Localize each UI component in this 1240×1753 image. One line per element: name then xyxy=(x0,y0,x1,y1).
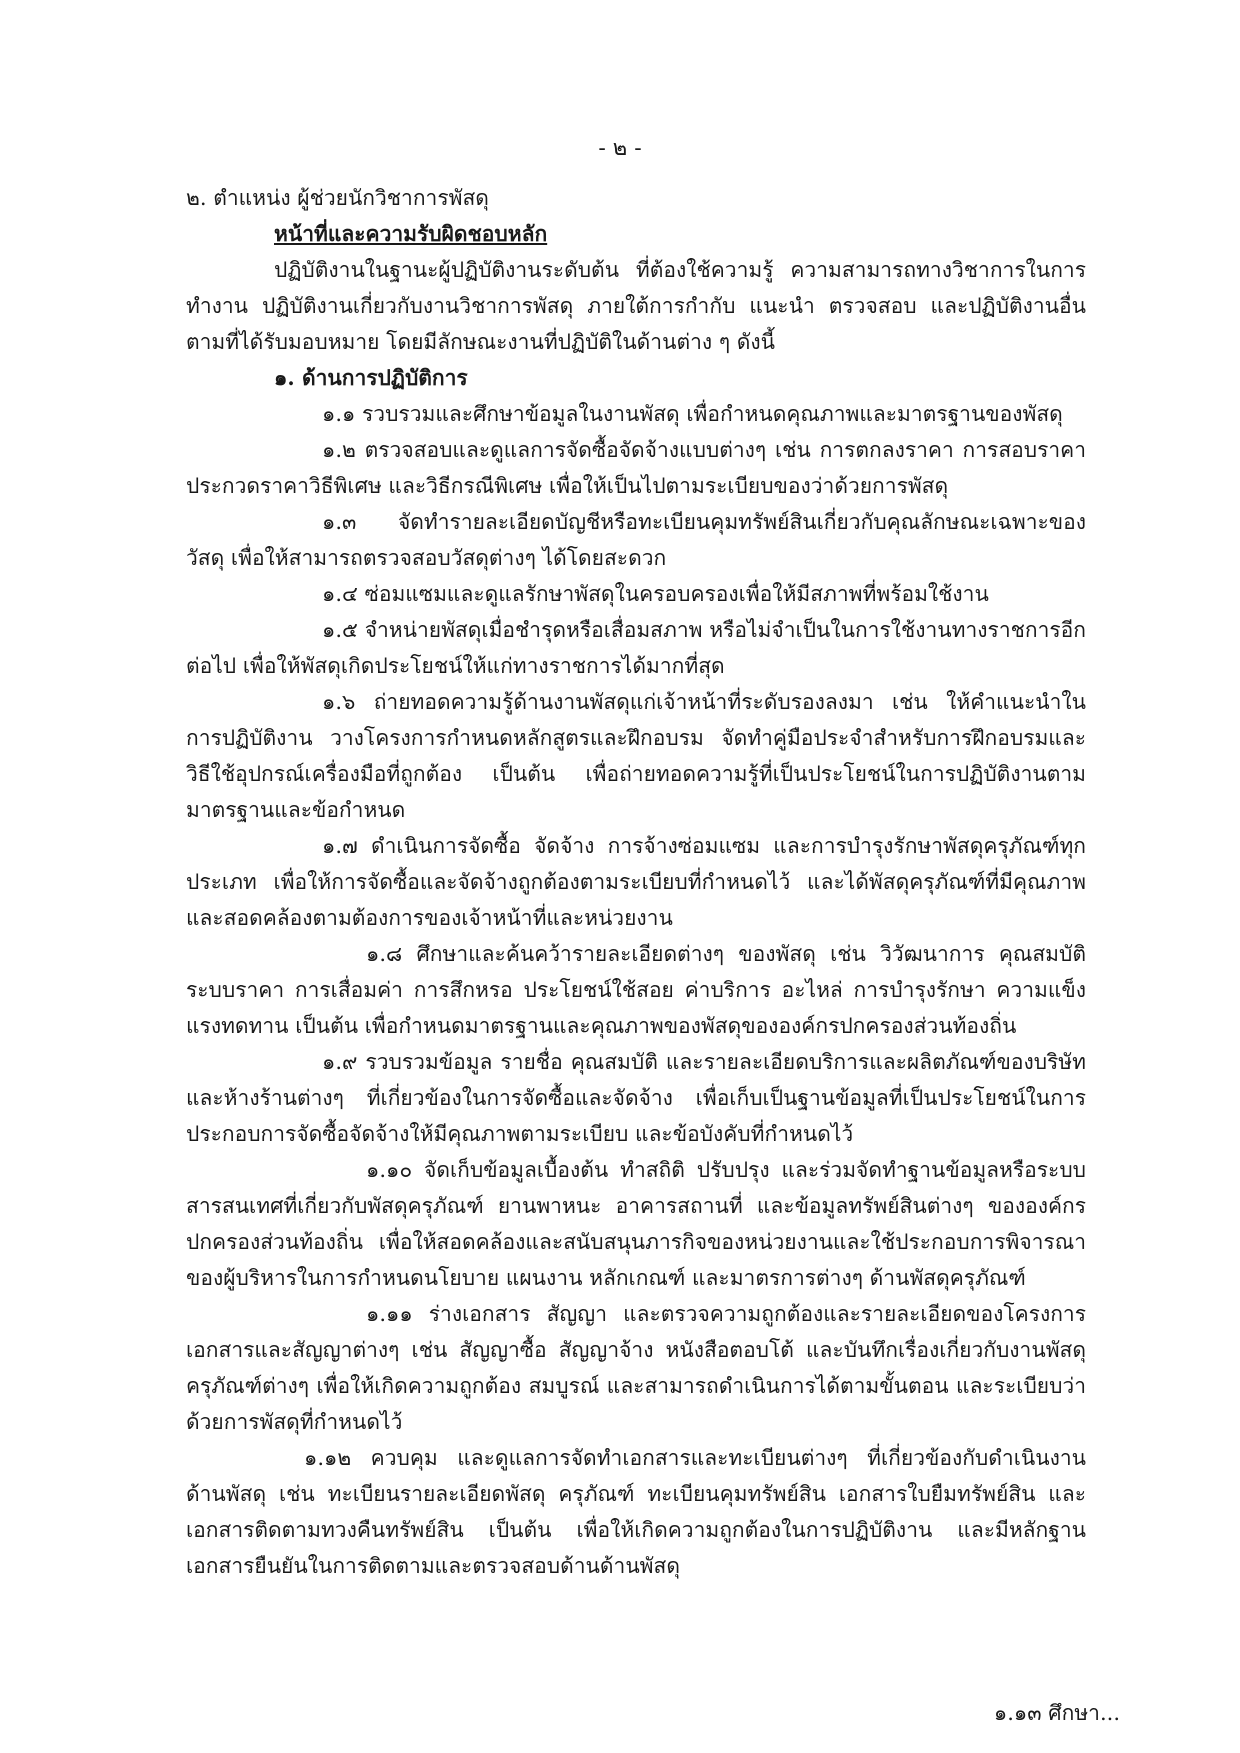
item-1-11: ๑.๑๑ ร่างเอกสาร สัญญา และตรวจความถูกต้องและรายละเอียดของโครงการ เอกสารและสัญญาต่างๆ เช่น สัญญาซื้อ สัญญาจ้าง หนังสือตอบโต้ และบันทึกเรื่องเกี่ยวกับงานพัสดุครุภัณฑ์ต่างๆ เพื่อให้เกิดความถูกต้อง สมบูรณ์ และสามารถดำเนินการได้ตามขั้นตอน และระเบียบว่าด้วยการพัสดุที่กำหนดไว้ xyxy=(186,1302,1086,1434)
item-1-4: ๑.๔ ซ่อมแซมและดูแลรักษาพัสดุในครอบครองเพื่อให้มีสภาพที่พร้อมใช้งาน xyxy=(322,582,989,606)
item-1-1: ๑.๑ รวบรวมและศึกษาข้อมูลในงานพัสดุ เพื่อกำหนดคุณภาพและมาตรฐานของพัสดุ xyxy=(322,402,1063,426)
item-1-3: ๑.๓ จัดทำรายละเอียดบัญชีหรือทะเบียนคุมทรัพย์สินเกี่ยวกับคุณลักษณะเฉพาะของวัสดุ เพื่อให้สามารถตรวจสอบวัสดุต่างๆ ได้โดยสะดวก xyxy=(186,510,1086,570)
item-1-8: ๑.๘ ศึกษาและค้นคว้ารายละเอียดต่างๆ ของพัสดุ เช่น วิวัฒนาการ คุณสมบัติ ระบบราคา การเสื่อมค่า การสึกหรอ ประโยชน์ใช้สอย ค่าบริการ อะไหล่ การบำรุงรักษา ความแข็งแรงทดทาน เป็นต้น เพื่อกำหนดมาตรฐานและคุณภาพของพัสดุขององค์กรปกครองส่วนท้องถิ่น xyxy=(186,942,1086,1038)
item-1-7: ๑.๗ ดำเนินการจัดซื้อ จัดจ้าง การจ้างซ่อมแซม และการบำรุงรักษาพัสดุครุภัณฑ์ทุกประเภท เพื่อให้การจัดซื้อและจัดจ้างถูกต้องตามระเบียบที่กำหนดไว้ และได้พัสดุครุภัณฑ์ที่มีคุณภาพ และสอดคล้องตามต้องการของเจ้าหน้าที่และหน่วยงาน xyxy=(186,834,1086,930)
item-1-5: ๑.๕ จำหน่ายพัสดุเมื่อชำรุดหรือเสื่อมสภาพ หรือไม่จำเป็นในการใช้งานทางราชการอีกต่อไป เพื่อให้พัสดุเกิดประโยชน์ให้แก่ทางราชการได้มากที่สุด xyxy=(186,618,1086,678)
document-body xyxy=(186,180,1086,1584)
item-1-6: ๑.๖ ถ่ายทอดความรู้ด้านงานพัสดุแก่เจ้าหน้าที่ระดับรองลงมา เช่น ให้คำแนะนำในการปฏิบัติงาน วางโครงการกำหนดหลักสูตรและฝึกอบรม จัดทำคู่มือประจำสำหรับการฝึกอบรมและวิธีใช้อุปกรณ์เครื่องมือที่ถูกต้อง เป็นต้น เพื่อถ่ายทอดความรู้ที่เป็นประโยชน์ในการปฏิบัติงานตามมาตรฐานและข้อกำหนด xyxy=(186,690,1086,822)
item-1-10: ๑.๑๐ จัดเก็บข้อมูลเบื้องต้น ทำสถิติ ปรับปรุง และร่วมจัดทำฐานข้อมูลหรือระบบสารสนเทศที่เกี่ยวกับพัสดุครุภัณฑ์ ยานพาหนะ อาคารสถานที่ และข้อมูลทรัพย์สินต่างๆ ขององค์กรปกครองส่วนท้องถิ่น เพื่อให้สอดคล้องและสนับสนุนภารกิจของหน่วยงานและใช้ประกอบการพิจารณาของผู้บริหารในการกำหนดนโยบาย แผนงาน หลักเกณฑ์ และมาตรการต่างๆ ด้านพัสดุครุภัณฑ์ xyxy=(186,1158,1086,1290)
section-title: ๒. ตำแหน่ง ผู้ช่วยนักวิชาการพัสดุ xyxy=(186,186,489,210)
page-number: - ๒ - xyxy=(598,136,642,161)
item-1-12: ๑.๑๒ ควบคุม และดูแลการจัดทำเอกสารและทะเบียนต่างๆ ที่เกี่ยวข้องกับดำเนินงานด้านพัสดุ เช่น ทะเบียนรายละเอียดพัสดุ ครุภัณฑ์ ทะเบียนคุมทรัพย์สิน เอกสารใบยืมทรัพย์สิน และเอกสารติดตามทวงคืนทรัพย์สิน เป็นต้น เพื่อให้เกิดความถูกต้องในการปฏิบัติงาน และมีหลักฐานเอกสารยืนยันในการติดตามและตรวจสอบด้านด้านพัสดุ xyxy=(186,1446,1086,1578)
item-1-2: ๑.๒ ตรวจสอบและดูแลการจัดซื้อจัดจ้างแบบต่างๆ เช่น การตกลงราคา การสอบราคาประกวดราคาวิธีพิเศษ และวิธีกรณีพิเศษ เพื่อให้เป็นไปตามระเบียบของว่าด้วยการพัสดุ xyxy=(186,438,1086,498)
operations-heading: ๑. ด้านการปฏิบัติการ xyxy=(274,365,468,390)
item-1-9: ๑.๙ รวบรวมข้อมูล รายชื่อ คุณสมบัติ และรายละเอียดบริการและผลิตภัณฑ์ของบริษัท และห้างร้านต่างๆ ที่เกี่ยวข้องในการจัดซื้อและจัดจ้าง เพื่อเก็บเป็นฐานข้อมูลที่เป็นประโยชน์ในการประกอบการจัดซื้อจัดจ้างให้มีคุณภาพตามระเบียบ และข้อบังคับที่กำหนดไว้ xyxy=(186,1050,1086,1146)
continuation-marker: ๑.๑๓ ศึกษา... xyxy=(993,1701,1120,1725)
duties-heading: หน้าที่และความรับผิดชอบหลัก xyxy=(274,221,548,246)
intro-paragraph: ปฏิบัติงานในฐานะผู้ปฏิบัติงานระดับต้น ที่ต้องใช้ความรู้ ความสามารถทางวิชาการในการทำงาน ปฏิบัติงานเกี่ยวกับงานวิชาการพัสดุ ภายใต้การกำกับ แนะนำ ตรวจสอบ และปฏิบัติงานอื่นตามที่ได้รับมอบหมาย โดยมีลักษณะงานที่ปฏิบัติในด้านต่าง ๆ ดังนี้ xyxy=(186,258,1086,354)
